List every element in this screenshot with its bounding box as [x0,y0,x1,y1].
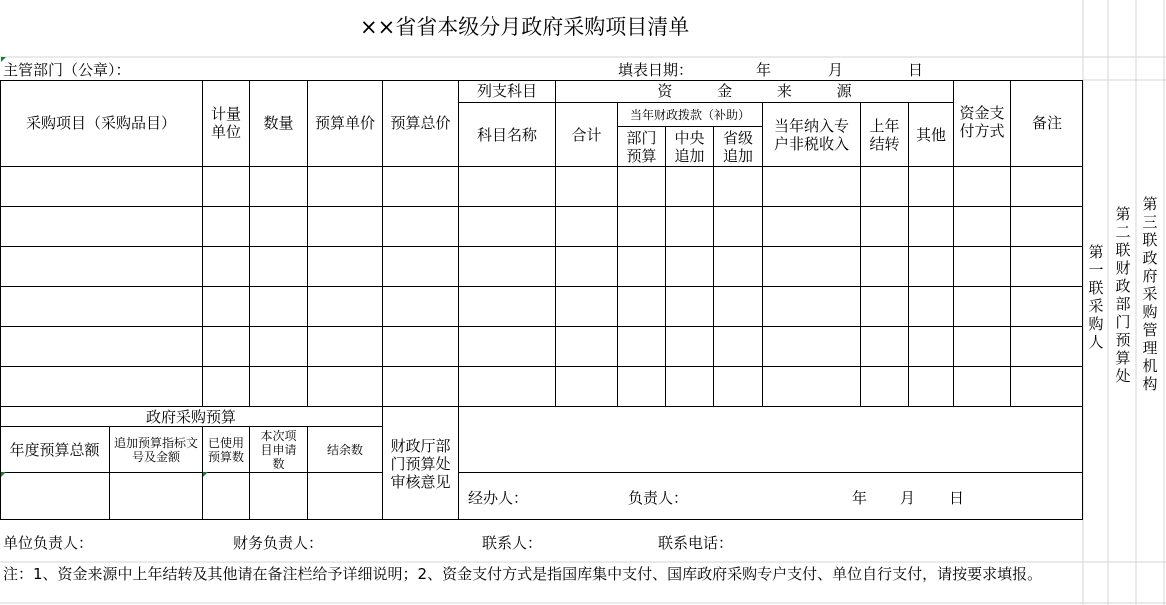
annual-total-label: 年度预算总额 [9,440,100,459]
col-carryover: 上年结转 [869,116,900,153]
balance-label: 结余数 [326,442,363,457]
col-budget-subject: 列支科目 [476,82,537,100]
date-day: 日 [908,61,924,79]
contact-label: 联系人： [482,534,543,552]
copy2-label: 第二联财政部门预算处 [1115,205,1131,385]
col-remarks: 备注 [1031,114,1062,132]
review-month: 月 [900,489,916,507]
col-subject-name: 科目名称 [476,125,537,144]
review-day: 日 [949,489,965,507]
fill-date-label: 填表日期： [618,61,694,79]
review-year: 年 [852,489,868,507]
cell-marker [203,472,208,477]
col-funding-source: 资 金 来 源 [657,82,852,100]
col-fiscal-alloc: 当年财政拨款（补助） [629,107,750,122]
handler-label: 经办人： [468,489,529,507]
additional-label: 追加预算指标文号及金额 [113,435,198,464]
used-label: 已使用预算数 [207,435,244,464]
col-central-add: 中央追加 [674,128,705,165]
dept-label: 主管部门（公章）： [3,61,131,79]
date-month: 月 [828,61,844,79]
responsible-label: 负责人： [628,489,689,507]
date-year: 年 [756,61,772,79]
budget-heading: 政府采购预算 [145,407,236,426]
copy1-label: 第一联采购人 [1088,243,1104,351]
footnote: 注：1、资金来源中上年结转及其他请在备注栏给予详细说明；2、资金支付方式是指国库集中支付、国库政府采购专户支付、单位自行支付，请按要求填报。 [3,565,1043,583]
page-title: ××省省本级分月政府采购项目清单 [360,15,690,39]
current-request-label: 本次项目申请数 [260,428,297,471]
unit-head-label: 单位负责人： [3,534,94,552]
col-item: 采购项目（采购品目） [25,114,176,132]
col-dept-budget: 部门预算 [626,128,657,165]
phone-label: 联系电话： [658,534,734,552]
col-unit: 计量单位 [211,105,242,141]
col-qty: 数量 [263,114,294,132]
col-province-add: 省级追加 [722,128,753,165]
col-total: 预算总价 [390,114,451,132]
finance-head-label: 财务负责人： [233,534,324,552]
col-unit-price: 预算单价 [314,114,375,132]
col-other: 其他 [915,125,946,144]
copy3-label: 第三联政府采购管理机构 [1142,195,1158,393]
col-subtotal: 合计 [571,125,602,144]
review-label: 财政厅部门预算处审核意见 [390,436,451,491]
col-payment-method: 资金支付方式 [959,104,1005,140]
cell-marker [1,472,6,477]
col-nontax-income: 当年纳入专户非税收入 [773,116,849,153]
